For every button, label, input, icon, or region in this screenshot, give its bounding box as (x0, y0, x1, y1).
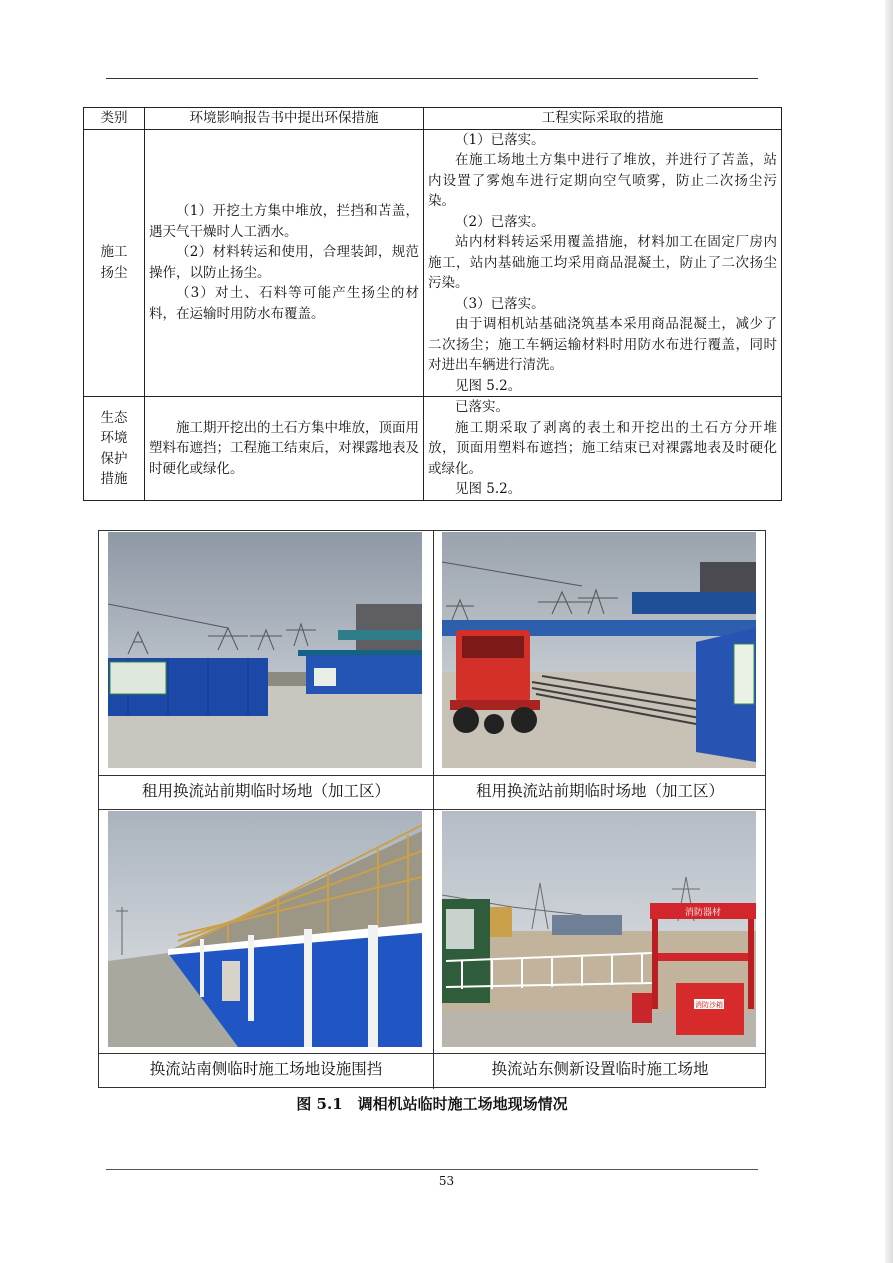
site-photo-1 (108, 532, 422, 768)
grid-divider (99, 809, 765, 810)
page-number: 53 (438, 1174, 455, 1188)
site-photo-3 (108, 811, 422, 1047)
table-row (84, 397, 782, 501)
actual-item: （2）已落实。 (455, 213, 545, 230)
site-photo-4 (442, 811, 756, 1047)
actual-item: 已落实。 (455, 399, 509, 415)
proposed-item: （2）材料转运和使用，合理装卸，规范操作，以防止扬尘。 (149, 244, 419, 281)
category-text: 扬尘 (100, 264, 128, 281)
actual-item: （3）已落实。 (455, 295, 545, 312)
actual-measures-cell (424, 129, 782, 397)
header-rule (106, 78, 758, 79)
actual-measures-cell (424, 397, 782, 501)
proposed-item: （3）对土、石料等可能产生扬尘的材料，在运输时用防水布覆盖。 (149, 285, 419, 322)
category-text: 措施 (100, 471, 128, 487)
page-edge-shade (885, 0, 893, 1263)
figure-caption: 图 5.1 调相机站临时施工场地现场情况 (296, 1095, 568, 1113)
grid-divider (99, 1053, 765, 1054)
header-proposed: 环境影响报告书中提出环保措施 (145, 108, 424, 130)
proposed-measures-cell (145, 129, 424, 397)
actual-item: 见图 5.2。 (455, 377, 522, 394)
category-text: 生态 (100, 409, 128, 426)
category-cell (84, 129, 145, 397)
site-photo-2 (442, 532, 756, 768)
actual-item: 施工期采取了剥离的表土和开挖出的土石方分开堆放，顶面用塑料布遮挡；施工结束已对裸露地表及时硬化或绿化。 (428, 419, 777, 477)
grid-divider (433, 531, 434, 1089)
table-header-row (84, 108, 782, 130)
grid-divider (99, 775, 765, 776)
category-text: 施工 (100, 244, 128, 261)
photo-caption: 换流站南侧临时施工场地设施围挡 (149, 1060, 383, 1078)
actual-item: 见图 5.2。 (455, 481, 522, 497)
actual-item: 由于调相机站基础浇筑基本采用商品混凝土，减少了二次扬尘；施工车辆运输材料时用防水布进行覆盖，同时对进出车辆进行清洗。 (428, 316, 777, 373)
actual-item: 在施工场地土方集中进行了堆放，并进行了苫盖，站内设置了雾炮车进行定期向空气喷雾，防止二次扬尘污染。 (428, 152, 777, 209)
category-text: 环境 (100, 430, 128, 446)
photo-caption: 换流站东侧新设置临时施工场地 (491, 1060, 709, 1078)
table-row (84, 129, 782, 397)
footer-rule (106, 1169, 758, 1170)
proposed-item: （1）开挖土方集中堆放，拦挡和苫盖，遇天气干燥时人工洒水。 (149, 203, 419, 240)
category-cell (84, 397, 145, 501)
photo-caption: 租用换流站前期临时场地（加工区） (475, 782, 724, 800)
proposed-measures-cell (145, 397, 424, 501)
photo-caption: 租用换流站前期临时场地（加工区） (141, 782, 390, 800)
header-actual: 工程实际采取的措施 (424, 108, 782, 130)
photo-grid (98, 530, 766, 1088)
header-category: 类别 (84, 108, 145, 130)
actual-item: （1）已落实。 (455, 131, 545, 148)
sand-box-label: 消防沙箱 (695, 1002, 723, 1009)
fire-equipment-sign: 消防器材 (684, 907, 722, 917)
actual-item: 站内材料转运采用覆盖措施，材料加工在固定厂房内施工，站内基础施工均采用商品混凝土，防止了二次扬尘污染。 (428, 234, 777, 291)
proposed-item: 施工期开挖出的土石方集中堆放，顶面用塑料布遮挡；工程施工结束后，对裸露地表及时硬化或绿化。 (149, 419, 419, 477)
category-text: 保护 (100, 450, 128, 467)
measures-table (83, 107, 782, 501)
